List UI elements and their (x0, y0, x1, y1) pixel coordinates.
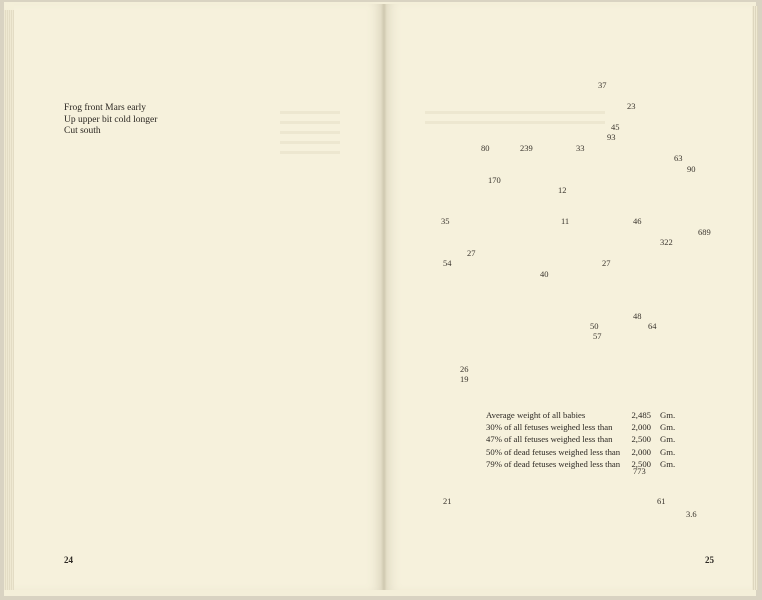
scattered-number: 45 (611, 122, 620, 132)
scattered-number: 170 (488, 175, 501, 185)
scattered-number: 63 (674, 153, 683, 163)
stat-unit: Gm. (660, 410, 676, 420)
poem-line: Cut south (64, 126, 101, 136)
scattered-number: 35 (441, 216, 450, 226)
scattered-number: 80 (481, 143, 490, 153)
scattered-number: 3.6 (686, 509, 697, 519)
scattered-number: 27 (602, 258, 611, 268)
stat-value: 2,500 (631, 434, 651, 445)
stat-value: 2,000 (631, 422, 651, 433)
scattered-number: 322 (660, 237, 673, 247)
stat-label: 79% of dead fetuses weighed less than (486, 458, 621, 469)
scattered-number: 54 (443, 258, 452, 268)
show-through-right (425, 104, 605, 130)
weight-statistics (486, 409, 675, 470)
stat-row (486, 433, 675, 445)
poem-line: Up upper bit cold longer (64, 114, 158, 125)
scattered-number: 21 (443, 496, 452, 506)
stat-row (486, 421, 675, 433)
stat-label: 50% of dead fetuses weighed less than (486, 446, 621, 457)
scattered-number: 37 (598, 80, 607, 90)
stat-value: 2,485 (631, 410, 651, 420)
scattered-number: 773 (633, 466, 646, 476)
stat-unit: Gm. (660, 446, 676, 457)
scattered-number: 46 (633, 216, 642, 226)
stat-unit: Gm. (660, 422, 676, 433)
stat-value: 2,500 (631, 458, 651, 469)
book-gutter (381, 4, 387, 590)
right-page (386, 4, 752, 590)
scattered-number: 93 (607, 132, 616, 142)
poem-line: Frog front Mars early (64, 103, 147, 113)
page-number-right: 25 (705, 555, 714, 565)
stat-unit: Gm. (660, 458, 676, 469)
stat-row (486, 446, 675, 458)
scattered-number: 689 (698, 227, 711, 237)
scattered-number: 27 (467, 248, 476, 258)
stat-label: 47% of all fetuses weighed less than (486, 434, 613, 445)
page-edges-right (752, 6, 758, 590)
stat-label: Average weight of all babies (486, 410, 586, 420)
poem (64, 103, 157, 138)
scattered-number: 239 (520, 143, 533, 153)
stat-label: 30% of all fetuses weighed less than (486, 422, 613, 433)
show-through-left (280, 104, 340, 156)
stat-value: 2,000 (631, 446, 651, 457)
page-edges-left (4, 10, 14, 590)
scattered-number: 33 (576, 143, 585, 153)
scattered-number: 40 (540, 269, 549, 279)
stat-row (486, 409, 675, 421)
scattered-number: 23 (627, 101, 636, 111)
scattered-number: 90 (687, 164, 696, 174)
scattered-number: 12 (558, 185, 567, 195)
scattered-number: 64 (648, 321, 657, 331)
stat-row (486, 458, 675, 470)
scattered-number: 50 (590, 321, 599, 331)
scattered-number: 11 (561, 216, 570, 226)
stat-unit: Gm. (660, 434, 676, 445)
scattered-number: 57 (593, 331, 602, 341)
scattered-number: 26 (460, 364, 469, 374)
page-number-left: 24 (64, 555, 73, 565)
scattered-number: 61 (657, 496, 666, 506)
scattered-number: 48 (633, 311, 642, 321)
scattered-number: 19 (460, 374, 469, 384)
left-page (14, 4, 382, 590)
